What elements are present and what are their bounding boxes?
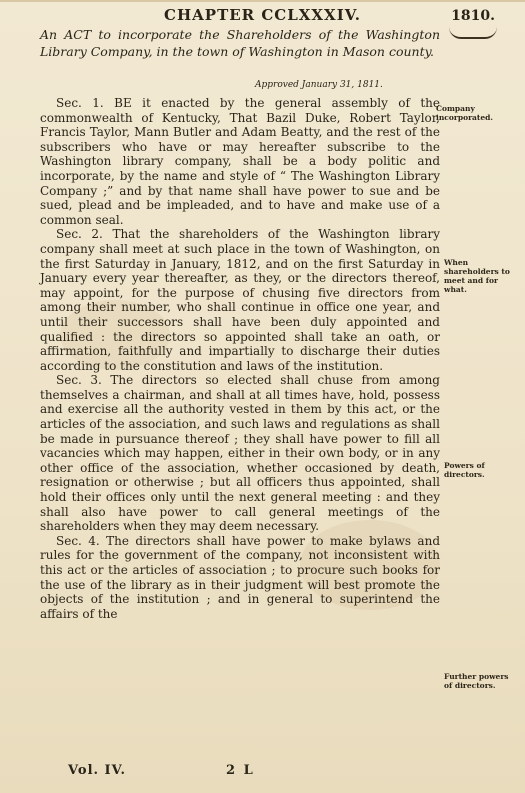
section-text: That the shareholders of the Washington library company shall meet at such place in the town of Washington, on the first Saturday in January, 1812, and on the first Saturday in January every year thereafter, as they, or the directors thereof, may appoint, for the purpose of chusing five directors from among their number, who shall continue in office one year, and until their successors shall have been duly appointed and qualified : the directors so appointed shall take an oath, or affirmation, faithfully and impartially to discharge their duties according to the constitution and laws of the institution.: [40, 227, 440, 373]
margin-note-incorporated: Company incorporated.: [436, 104, 493, 122]
margin-note-further-powers: Further powers of directors.: [444, 672, 509, 690]
chapter-heading: CHAPTER CCLXXXIV.: [164, 6, 361, 24]
section-text: The directors so elected shall chuse from among themselves a chairman, and shall at all times have, hold, possess and exercise all the authority vested in them by this act, or the articles of the association, and such laws and regulations as shall be made in pursuance thereof ; they shall have power to fill all vacancies which may happen, either in their own body, or in any other office of the association, whether occasioned by death, resignation or otherwise ; but all officers thus appointed, shall hold their offices only until the next general meeting : and they shall also have power to call general meetings of the shareholders when they may deem necessary.: [40, 373, 440, 534]
act-title: An ACT to incorporate the Shareholders of the Washington Library Company, in the town of Washington in Mason county.: [40, 27, 440, 59]
section-3: [40, 373, 440, 534]
section-text: The directors shall have power to make bylaws and rules for the government of the company, not inconsistent with this act or the articles of association ; to procure such books for the use of the library as in their judgment will best promote the objects of the institution ; and in general to superintend the affairs of the: [40, 533, 440, 621]
section-text: BE it enacted by the general assembly of the commonwealth of Kentucky, That Bazil Duke, Robert Taylor, Francis Taylor, Mann Butler and Adam Beatty, and the rest of the subscribers who have or may hereafter subscribe to the Washington library company, shall be a body politic and incorporate, by the name and style of “ The Washington Library Company ;” and by that name shall have power to sue and be sued, plead and be impleaded, and to have and make use of a common seal.: [40, 96, 440, 227]
page-edge: [0, 0, 525, 2]
margin-note-powers: Powers of directors.: [444, 461, 485, 479]
section-2: [40, 227, 440, 373]
section-4: [40, 534, 440, 622]
section-label: Sec. 3.: [56, 373, 102, 388]
section-label: Sec. 2.: [56, 227, 103, 242]
volume-footer: Vol. IV.: [68, 763, 126, 778]
act-body: [40, 96, 440, 621]
year-heading: 1810.: [451, 8, 495, 24]
margin-note-meeting: When shareholders to meet and for what.: [444, 258, 510, 294]
section-label: Sec. 1.: [56, 96, 104, 110]
approved-date: Approved January 31, 1811.: [255, 80, 383, 90]
signature-mark: 2 L: [226, 763, 255, 778]
section-1: [40, 96, 440, 227]
year-flourish: [449, 27, 497, 39]
section-label: Sec. 4.: [56, 533, 100, 548]
